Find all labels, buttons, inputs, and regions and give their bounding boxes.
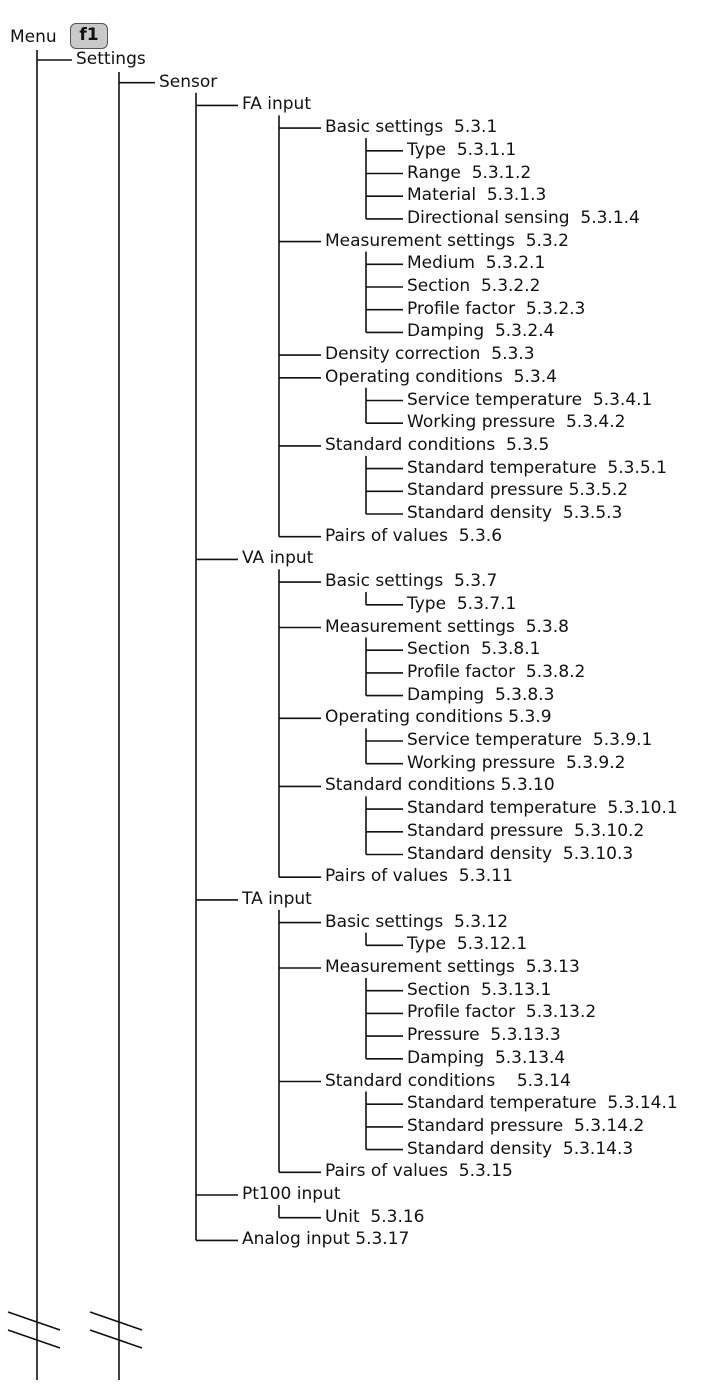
- tree-node: Density correction 5.3.3: [325, 344, 535, 365]
- tree-node: Profile factor 5.3.13.2: [407, 1002, 597, 1023]
- tree-node: Standard temperature 5.3.10.1: [407, 798, 678, 819]
- tree-node: Basic settings 5.3.7: [325, 571, 498, 592]
- tree-node: Measurement settings 5.3.8: [325, 616, 569, 637]
- tree-node: Service temperature 5.3.9.1: [407, 730, 653, 750]
- tree-node: Section 5.3.8.1: [407, 639, 541, 660]
- tree-node: Type 5.3.1.1: [407, 139, 517, 160]
- tree-node: Range 5.3.1.2: [407, 162, 532, 183]
- f1-key-icon: f1: [70, 23, 108, 49]
- tree-node: Standard density 5.3.10.3: [407, 843, 634, 864]
- tree-node: Standard conditions 5.3.14: [325, 1070, 571, 1091]
- tree-node: Pairs of values 5.3.11: [325, 866, 513, 887]
- tree-node: Standard conditions 5.3.5: [325, 434, 550, 455]
- tree-node: Basic settings 5.3.12: [325, 911, 509, 932]
- tree-node: Unit 5.3.16: [325, 1206, 425, 1227]
- break-mark: [90, 1330, 142, 1348]
- tree-node: Basic settings 5.3.1: [325, 117, 498, 138]
- tree-node: Pairs of values 5.3.15: [325, 1161, 513, 1182]
- tree-node: Damping 5.3.2.4: [407, 321, 555, 342]
- tree-node: Profile factor 5.3.2.3: [407, 298, 586, 319]
- tree-node: Analog input 5.3.17: [242, 1229, 410, 1250]
- tree-node: Standard pressure 5.3.14.2: [407, 1115, 645, 1136]
- tree-node: Standard density 5.3.5.3: [407, 503, 623, 523]
- tree-node: Settings: [76, 49, 146, 69]
- tree-node: Pressure 5.3.13.3: [407, 1025, 561, 1046]
- tree-node: Damping 5.3.8.3: [407, 684, 555, 705]
- break-mark: [8, 1312, 60, 1330]
- tree-node: Standard pressure 5.3.10.2: [407, 820, 645, 841]
- tree-node: Operating conditions 5.3.4: [325, 366, 557, 387]
- tree-node: Standard temperature 5.3.14.1: [407, 1093, 678, 1114]
- break-mark: [8, 1330, 60, 1348]
- tree-node: Type 5.3.7.1: [407, 593, 517, 614]
- tree-node: Material 5.3.1.3: [407, 185, 547, 206]
- tree-node: Standard pressure 5.3.5.2: [407, 480, 629, 501]
- tree-node: Section 5.3.2.2: [407, 276, 541, 296]
- tree-node: Measurement settings 5.3.13: [325, 957, 580, 977]
- tree-node: TA input: [242, 888, 312, 909]
- tree-node: Working pressure 5.3.9.2: [407, 752, 626, 773]
- tree-node: FA input: [242, 94, 311, 115]
- tree-node: Pt100 input: [242, 1184, 341, 1204]
- tree-node: Standard conditions 5.3.10: [325, 775, 555, 796]
- tree-node: Profile factor 5.3.8.2: [407, 661, 586, 682]
- tree-node: Sensor: [159, 71, 218, 92]
- tree-node: Type 5.3.12.1: [407, 934, 528, 955]
- tree-node: Damping 5.3.13.4: [407, 1047, 566, 1068]
- tree-node: Standard temperature 5.3.5.1: [407, 457, 667, 478]
- tree-node: Service temperature 5.3.4.1: [407, 389, 653, 410]
- tree-node: Pairs of values 5.3.6: [325, 525, 503, 546]
- tree-node: Standard density 5.3.14.3: [407, 1138, 634, 1159]
- tree-node: Operating conditions 5.3.9: [325, 707, 552, 728]
- menu-label: Menu: [10, 27, 57, 47]
- tree-node: Working pressure 5.3.4.2: [407, 412, 626, 433]
- break-mark: [90, 1312, 142, 1330]
- tree-node: Medium 5.3.2.1: [407, 253, 546, 274]
- tree-node: Section 5.3.13.1: [407, 979, 552, 1000]
- tree-node: Measurement settings 5.3.2: [325, 230, 569, 251]
- tree-node: Directional sensing 5.3.1.4: [407, 207, 640, 228]
- tree-node: VA input: [242, 548, 314, 569]
